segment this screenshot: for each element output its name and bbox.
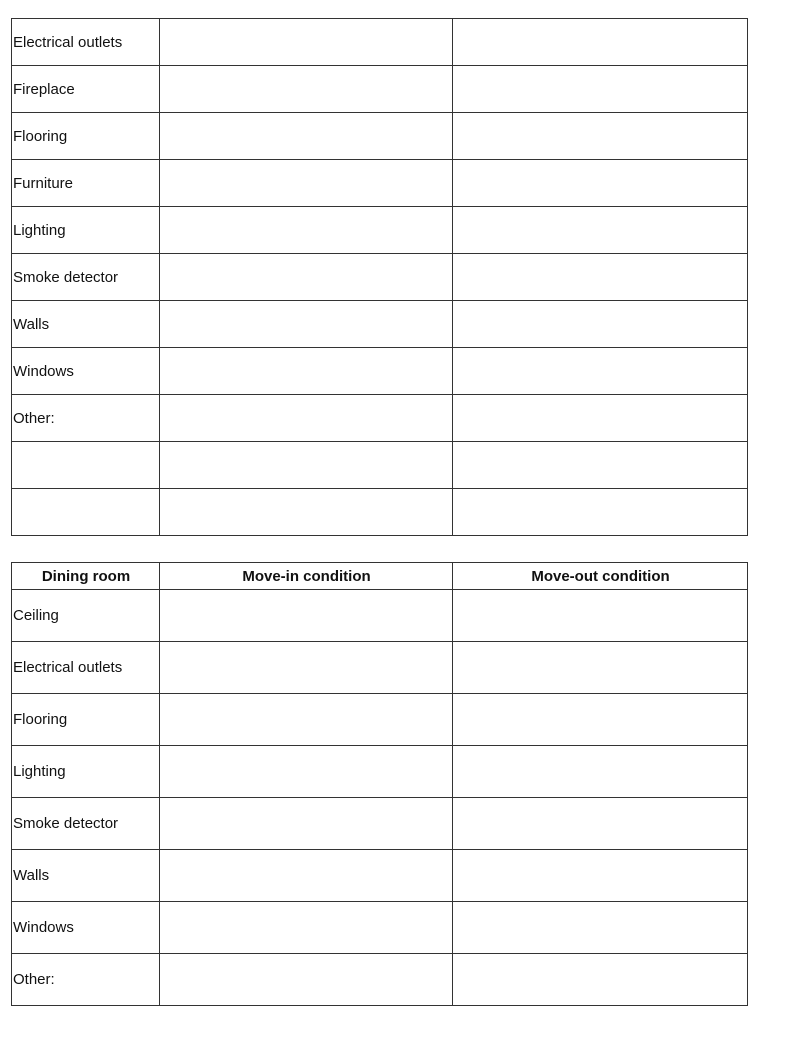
move-out-cell[interactable]: [453, 442, 748, 489]
item-label: Other:: [12, 954, 160, 1006]
item-label: Flooring: [12, 694, 160, 746]
move-in-cell[interactable]: [160, 902, 453, 954]
item-label[interactable]: [12, 442, 160, 489]
move-in-cell[interactable]: [160, 66, 453, 113]
move-out-cell[interactable]: [453, 694, 748, 746]
move-out-cell[interactable]: [453, 160, 748, 207]
item-label: Furniture: [12, 160, 160, 207]
table-row: [12, 489, 748, 536]
table-row: [12, 642, 748, 694]
move-in-cell[interactable]: [160, 19, 453, 66]
move-out-cell[interactable]: [453, 746, 748, 798]
move-in-cell[interactable]: [160, 746, 453, 798]
item-label: Fireplace: [12, 66, 160, 113]
table-header-row: [12, 563, 748, 590]
move-out-cell[interactable]: [453, 19, 748, 66]
table-row: [12, 207, 748, 254]
table-row: [12, 395, 748, 442]
table-row: [12, 66, 748, 113]
table-row: [12, 954, 748, 1006]
table-row: [12, 113, 748, 160]
item-label: Other:: [12, 395, 160, 442]
move-in-cell[interactable]: [160, 694, 453, 746]
item-label: Ceiling: [12, 590, 160, 642]
move-in-cell[interactable]: [160, 254, 453, 301]
move-in-cell[interactable]: [160, 590, 453, 642]
item-label: Windows: [12, 902, 160, 954]
room-name-header: Dining room: [12, 563, 160, 590]
move-in-cell[interactable]: [160, 798, 453, 850]
move-out-cell[interactable]: [453, 348, 748, 395]
item-label: Lighting: [12, 207, 160, 254]
item-label: Lighting: [12, 746, 160, 798]
move-out-cell[interactable]: [453, 113, 748, 160]
item-label: Walls: [12, 850, 160, 902]
item-label[interactable]: [12, 489, 160, 536]
move-out-cell[interactable]: [453, 590, 748, 642]
move-out-cell[interactable]: [453, 850, 748, 902]
table-row: [12, 442, 748, 489]
item-label: Windows: [12, 348, 160, 395]
table-row: [12, 348, 748, 395]
move-in-cell[interactable]: [160, 954, 453, 1006]
table-row: [12, 798, 748, 850]
move-out-cell[interactable]: [453, 301, 748, 348]
move-in-cell[interactable]: [160, 207, 453, 254]
move-in-cell[interactable]: [160, 442, 453, 489]
table-row: [12, 902, 748, 954]
move-in-cell[interactable]: [160, 489, 453, 536]
move-out-cell[interactable]: [453, 207, 748, 254]
table-row: [12, 254, 748, 301]
item-label: Electrical outlets: [12, 19, 160, 66]
move-in-cell[interactable]: [160, 113, 453, 160]
table-row: [12, 590, 748, 642]
move-out-header: Move-out condition: [453, 563, 748, 590]
move-out-cell[interactable]: [453, 798, 748, 850]
move-in-cell[interactable]: [160, 160, 453, 207]
move-in-cell[interactable]: [160, 395, 453, 442]
table-row: [12, 160, 748, 207]
table-row: [12, 694, 748, 746]
move-in-cell[interactable]: [160, 850, 453, 902]
item-label: Electrical outlets: [12, 642, 160, 694]
move-out-cell[interactable]: [453, 66, 748, 113]
move-out-cell[interactable]: [453, 954, 748, 1006]
move-in-cell[interactable]: [160, 301, 453, 348]
move-out-cell[interactable]: [453, 395, 748, 442]
move-out-cell[interactable]: [453, 489, 748, 536]
item-label: Smoke detector: [12, 798, 160, 850]
table-row: [12, 19, 748, 66]
move-in-header: Move-in condition: [160, 563, 453, 590]
move-out-cell[interactable]: [453, 642, 748, 694]
move-in-cell[interactable]: [160, 642, 453, 694]
table-row: [12, 746, 748, 798]
item-label: Flooring: [12, 113, 160, 160]
dining-room-table: [11, 562, 748, 1006]
item-label: Walls: [12, 301, 160, 348]
room-condition-table: [11, 18, 748, 536]
move-in-cell[interactable]: [160, 348, 453, 395]
table-row: [12, 301, 748, 348]
item-label: Smoke detector: [12, 254, 160, 301]
table-row: [12, 850, 748, 902]
move-out-cell[interactable]: [453, 902, 748, 954]
move-out-cell[interactable]: [453, 254, 748, 301]
